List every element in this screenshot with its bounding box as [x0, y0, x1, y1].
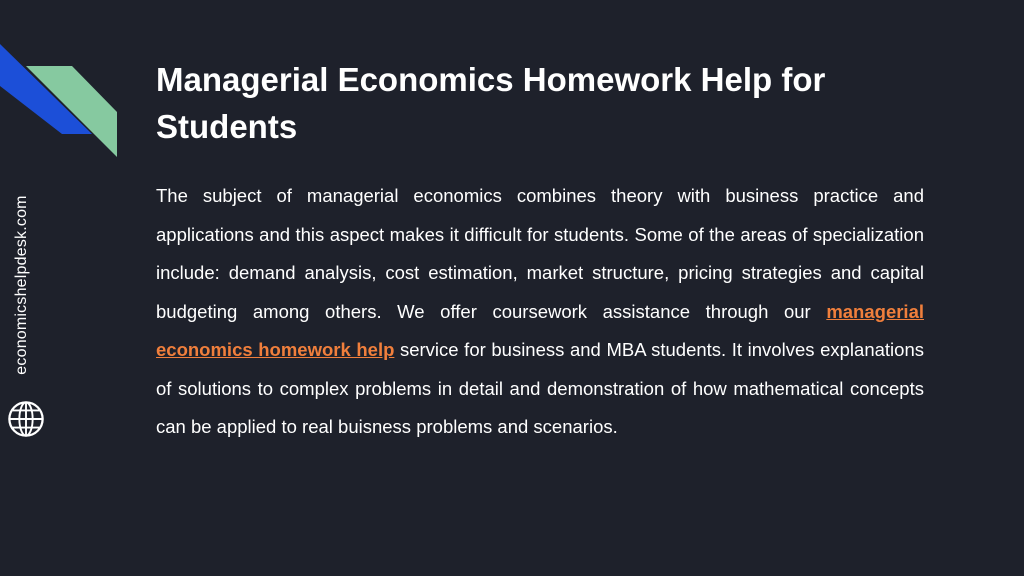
slide-body-paragraph: [156, 177, 924, 447]
body-text-after-link: service for business and MBA students. It involves explanations of solutions to complex problems in detail and demonstration of how mathematical concepts can be applied to real buisness problems and scenarios.: [156, 339, 924, 437]
sidebar-brand-url: economicshelpdesk.com: [13, 195, 30, 375]
slide-title: Managerial Economics Homework Help for Students: [156, 61, 826, 145]
decorative-stripes: [0, 0, 130, 170]
globe-icon: [7, 400, 45, 438]
body-text-before-link: The subject of managerial economics combines theory with business practice and applications and this aspect makes it difficult for students. Some of the areas of specialization include: demand analysis, cost estimation, market structure, pricing strategies and capital budgeting among others. We offer coursework assistance through our: [156, 185, 924, 322]
homework-help-link[interactable]: managerial economics homework help: [156, 300, 924, 360]
